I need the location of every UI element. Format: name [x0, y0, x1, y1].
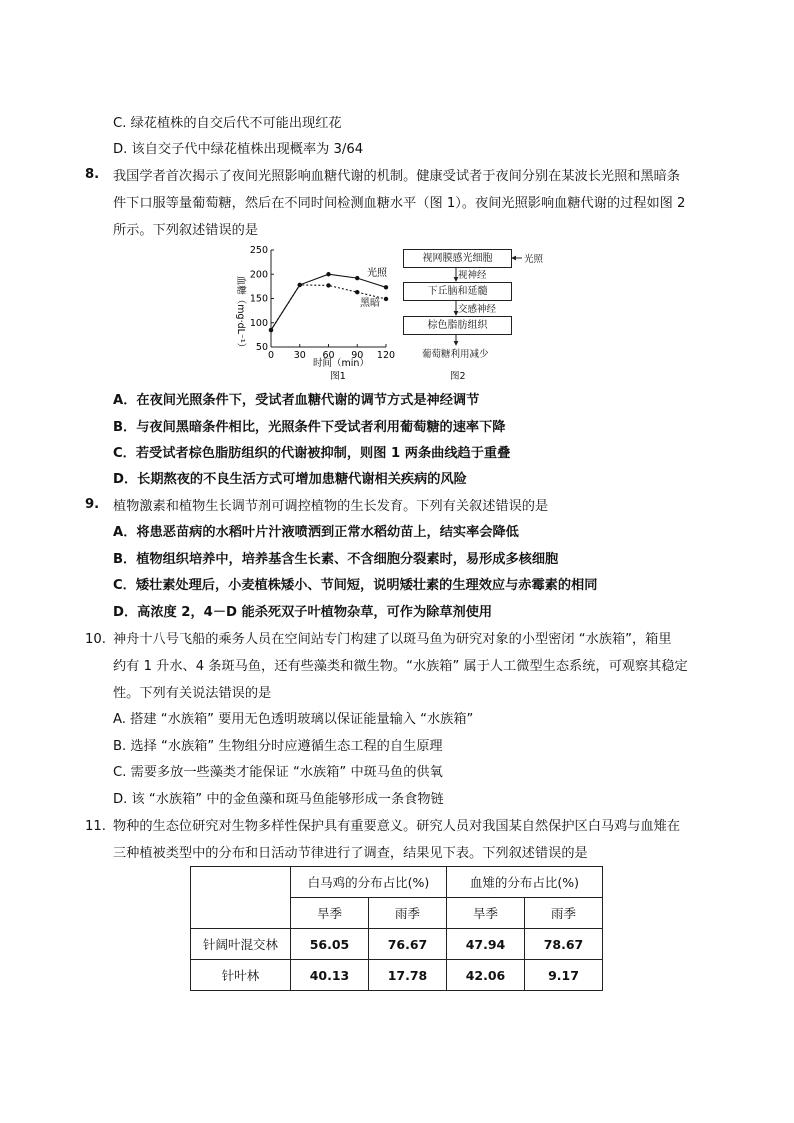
- x-tick-label: 90: [351, 350, 364, 361]
- legend-dark: 黑暗: [360, 298, 380, 309]
- q7-option-d: D. 该自交子代中绿花植株出现概率为 3/64: [113, 142, 364, 157]
- table-row: [191, 929, 603, 960]
- q11-stem-line1: 物种的生态位研究对生物多样性保护具有重要意义。研究人员对我国某自然保护区白马鸡与血雉在: [113, 819, 681, 834]
- data-point-light: [355, 276, 359, 280]
- data-point-dark: [326, 283, 330, 287]
- q10-option-d: D. 该 “水族箱” 中的金鱼藻和斑马鱼能够形成一条食物链: [113, 792, 444, 807]
- data-point-dark: [384, 297, 388, 301]
- q11-stem-line2: 三种植被类型中的分布和日活动节律进行了调查，结果见下表。下列叙述错误的是: [113, 846, 588, 861]
- q10-stem-line2: 约有 1 升水、4 条斑马鱼，还有些藻类和微生物。“水族箱” 属于人工微型生态系统，可观察其稳定: [113, 659, 688, 674]
- table-cell: 76.67: [369, 929, 447, 960]
- q9-stem: 植物激素和植物生长调节剂可调控植物的生长发育。下列有关叙述错误的是: [113, 499, 549, 514]
- data-point-dark: [269, 328, 273, 332]
- table-row-label: 针阔叶混交林: [191, 929, 291, 960]
- q10-option-a: A. 搭建 “水族箱” 要用无色透明玻璃以保证能量输入 “水族箱”: [113, 712, 474, 727]
- q8-stem-line3: 所示。下列叙述错误的是: [113, 223, 259, 238]
- q10-stem-line1: 神舟十八号飞船的乘务人员在空间站专门构建了以斑马鱼为研究对象的小型密闭 “水族箱”，箱里: [113, 632, 672, 647]
- data-point-light: [384, 285, 388, 289]
- q10-number: 10.: [85, 632, 106, 647]
- x-tick-label: 120: [376, 350, 396, 361]
- y-tick-label: 250: [249, 245, 268, 256]
- q10-option-c: C. 需要多放一些藻类才能保证 “水族箱” 中斑马鱼的供氧: [113, 765, 443, 780]
- q9-option-c: C．矮壮素处理后，小麦植株矮小、节间短，说明矮壮素的生理效应与赤霉素的相同: [113, 578, 598, 593]
- flow-edge-sympathetic: 交感神经: [458, 304, 497, 315]
- table-header-row: [191, 867, 603, 898]
- q8-number: 8.: [85, 167, 100, 182]
- table-cell: 42.06: [447, 960, 525, 991]
- q8-stem-line1: 我国学者首次揭示了夜间光照影响血糖代谢的机制。健康受试者于夜间分别在某波长光照和黑暗条: [113, 169, 681, 184]
- x-tick-label: 30: [293, 350, 306, 361]
- legend-light: 光照: [367, 268, 387, 279]
- flow-input-light: 光照: [524, 254, 544, 265]
- q8-option-b: B．与夜间黑暗条件相比，光照条件下受试者利用葡萄糖的速率下降: [113, 420, 506, 435]
- q9-option-d: D．高浓度 2，4－D 能杀死双子叶植物杂草，可作为除草剂使用: [113, 605, 493, 620]
- flow-edge-optic-nerve: 视神经: [458, 270, 487, 281]
- q11-number: 11.: [85, 819, 106, 834]
- y-tick-label: 50: [255, 342, 268, 353]
- q10-option-b: B. 选择 “水族箱” 生物组分时应遵循生态工程的自生原理: [113, 739, 443, 754]
- figure2-diagram: [398, 246, 568, 386]
- x-axis-label: 时间（min）: [313, 358, 369, 369]
- flow-result: 葡萄糖利用减少: [422, 349, 489, 360]
- table-cell: 17.78: [369, 960, 447, 991]
- table-subheader: 雨季: [525, 898, 603, 929]
- flow-box-hypothalamus: 下丘脑和延髓: [403, 282, 512, 301]
- q8-option-d: D．长期熬夜的不良生活方式可增加患糖代谢相关疾病的风险: [113, 472, 467, 487]
- q8-stem-line2: 件下口服等量葡萄糖，然后在不同时间检测血糖水平（图 1）。夜间光照影响血糖代谢的过程如图 2: [113, 196, 686, 211]
- table-cell: 56.05: [291, 929, 369, 960]
- table-subheader: 旱季: [447, 898, 525, 929]
- flow-arrows: [398, 246, 568, 386]
- q8-option-c: C．若受试者棕色脂肪组织的代谢被抑制，则图 1 两条曲线趋于重叠: [113, 446, 511, 461]
- table-cell: 47.94: [447, 929, 525, 960]
- y-tick-label: 100: [249, 317, 268, 329]
- table-cell: 78.67: [525, 929, 603, 960]
- table-cell: 9.17: [525, 960, 603, 991]
- table-subheader: 旱季: [291, 898, 369, 929]
- q9-option-b: B．植物组织培养中，培养基含生长素、不含细胞分裂素时，易形成多核细胞: [113, 552, 559, 567]
- q9-number: 9.: [85, 497, 100, 512]
- y-tick-label: 200: [249, 269, 268, 281]
- table-group-header-white-pheasant: 白马鸡的分布占比(%): [291, 867, 447, 898]
- table-row: [191, 960, 603, 991]
- flow-box-retina: 视网膜感光细胞: [403, 249, 512, 268]
- q10-stem-line3: 性。下列有关说法错误的是: [113, 686, 272, 701]
- table-corner-cell: [191, 867, 291, 929]
- flow-box-brown-fat: 棕色脂肪组织: [403, 316, 512, 335]
- table-subheader: 雨季: [369, 898, 447, 929]
- data-point-light: [326, 272, 330, 276]
- figure1-caption: 图1: [330, 371, 346, 382]
- x-tick-label: 0: [267, 350, 275, 361]
- table-cell: 40.13: [291, 960, 369, 991]
- q7-option-c: C. 绿花植株的自交后代不可能出现红花: [113, 116, 342, 131]
- y-tick-label: 150: [249, 293, 268, 305]
- data-point-dark: [355, 290, 359, 294]
- table-row-label: 针叶林: [191, 960, 291, 991]
- q9-option-a: A．将患恶苗病的水稻叶片汁液喷洒到正常水稻幼苗上，结实率会降低: [113, 525, 519, 540]
- table-group-header-blood-pheasant: 血雉的分布占比(%): [447, 867, 603, 898]
- x-tick-label: 60: [322, 350, 335, 361]
- figure2-caption: 图2: [450, 371, 466, 382]
- y-axis-label: 血糖（mg·dL⁻¹）: [235, 275, 246, 353]
- data-point-dark: [298, 283, 302, 287]
- figure1-chart: [228, 244, 398, 384]
- q8-option-a: A．在夜间光照条件下，受试者血糖代谢的调节方式是神经调节: [113, 393, 480, 408]
- distribution-table: [190, 866, 603, 991]
